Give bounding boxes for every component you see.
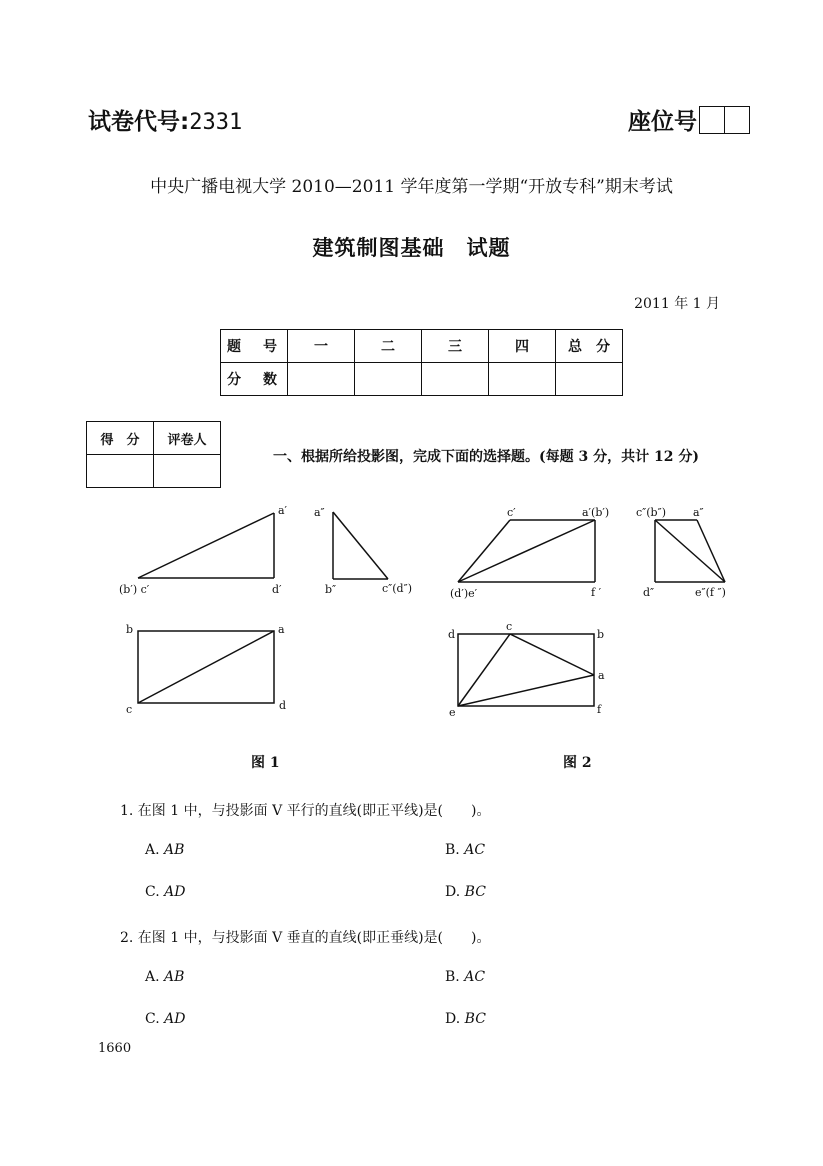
seat-number-boxes[interactable] [699, 106, 750, 134]
option-letter: B. [445, 969, 460, 985]
option-value: AB [164, 969, 185, 985]
exam-code-label: 试卷代号: [88, 109, 190, 135]
figure2-top-rect [458, 634, 594, 706]
option-letter: D. [445, 1011, 461, 1027]
figure1-caption: 图 1 [251, 755, 280, 771]
figure1-side-line [333, 512, 388, 579]
figure1-front-label-bc: (b′) c′ [119, 583, 150, 596]
question-2-option-a[interactable] [145, 969, 184, 985]
grader-table [86, 421, 221, 488]
score-header-cell: 三 [422, 330, 489, 363]
figure2-front-label-c: c′ [507, 506, 516, 519]
question-2-option-b[interactable] [445, 969, 485, 985]
figure2-top-label-f: f [597, 703, 602, 716]
question-1-text: 1. 在图 1 中，与投影面 V 平行的直线(即正平线)是( )。 [120, 803, 491, 819]
section1-heading: 一、根据所给投影图，完成下面的选择题。(每题 3 分，共计 12 分) [273, 449, 699, 465]
exam-title: 建筑制图基础 试题 [312, 235, 511, 260]
option-letter: A. [145, 842, 160, 858]
score-cell[interactable] [355, 363, 422, 396]
score-table-header-row [221, 330, 623, 363]
figure1-top-label-a: a [278, 623, 285, 636]
figure2-top-view [458, 634, 594, 706]
exam-subtitle: 中央广播电视大学 2010—2011 学年度第一学期“开放专科”期末考试 [150, 177, 673, 197]
score-cell[interactable] [556, 363, 623, 396]
question-1-option-c[interactable] [145, 884, 185, 900]
option-value: AB [164, 842, 185, 858]
figure1-front-view [138, 513, 274, 578]
score-header-cell: 题 号 [221, 330, 288, 363]
figure2-side-line [697, 520, 725, 582]
figure2-top-label-e: e [449, 706, 456, 719]
figure1-side-label-cd: c″(d″) [382, 582, 413, 595]
option-value: AD [164, 1011, 186, 1027]
figure1-top-label-c: c [126, 703, 133, 716]
figure1-front-label-d: d′ [272, 583, 282, 596]
figure2-front-line [458, 520, 595, 582]
exam-date: 2011 年 1 月 [634, 296, 720, 312]
score-cell[interactable] [489, 363, 556, 396]
score-cell[interactable] [422, 363, 489, 396]
figure2-front-label-f: f ′ [591, 586, 602, 599]
option-letter: A. [145, 969, 160, 985]
option-value: AC [464, 842, 486, 858]
seat-number-label: 座位号 [628, 109, 697, 135]
question-2-text: 2. 在图 1 中，与投影面 V 垂直的直线(即正垂线)是( )。 [120, 930, 491, 946]
figure1-side-view [333, 512, 388, 579]
figure2-side-label-ef: e″(f ″) [695, 586, 726, 599]
option-value: AC [464, 969, 486, 985]
seat-box-1[interactable] [700, 107, 724, 133]
grader-header-cell: 得 分 [87, 422, 154, 455]
figure1-top-view [138, 631, 274, 703]
figure1-top-label-d: d [279, 699, 287, 712]
exam-code [88, 103, 242, 136]
figure2-front-line [458, 520, 510, 582]
seat-box-2[interactable] [724, 107, 749, 133]
figure2-side-label-a: a″ [693, 506, 704, 519]
figure1-side-label-b: b″ [325, 583, 337, 596]
score-header-cell: 四 [489, 330, 556, 363]
figure1-top-diagonal [138, 631, 274, 703]
figure1-top-label-b: b [126, 623, 134, 636]
option-letter: B. [445, 842, 460, 858]
figure1-front-line [138, 513, 274, 578]
figure2-side-line [655, 520, 725, 582]
question-1-option-d[interactable] [445, 884, 486, 900]
score-header-cell: 一 [288, 330, 355, 363]
figure1-side-label-a: a″ [314, 506, 325, 519]
figure2-caption: 图 2 [563, 755, 592, 771]
score-header-cell: 总 分 [556, 330, 623, 363]
question-1-option-b[interactable] [445, 842, 485, 858]
figure2-top-label-c: c [506, 620, 513, 633]
grader-score-cell[interactable] [87, 455, 154, 488]
figure2-side-label-cb: c″(b″) [636, 506, 667, 519]
grader-table-entry-row [87, 455, 221, 488]
figure2-top-label-b: b [597, 628, 605, 641]
option-letter: C. [145, 884, 160, 900]
option-value: BC [464, 884, 486, 900]
option-value: AD [164, 884, 186, 900]
figure2-front-label-de: (d′)e′ [450, 587, 478, 600]
seat-number [628, 103, 750, 136]
figure2-top-label-a: a [598, 669, 605, 682]
figure2-side-label-d: d″ [643, 586, 655, 599]
grader-name-cell[interactable] [154, 455, 221, 488]
option-letter: D. [445, 884, 461, 900]
projection-figures [0, 495, 823, 775]
score-row-label: 分 数 [221, 363, 288, 396]
score-table [220, 329, 623, 396]
score-header-cell: 二 [355, 330, 422, 363]
figure2-top-line [458, 675, 594, 706]
question-1-option-a[interactable] [145, 842, 184, 858]
grader-header-cell: 评卷人 [154, 422, 221, 455]
question-2-option-c[interactable] [145, 1011, 185, 1027]
score-cell[interactable] [288, 363, 355, 396]
option-letter: C. [145, 1011, 160, 1027]
figure2-front-view [458, 520, 595, 582]
grader-table-header-row [87, 422, 221, 455]
exam-code-value: 2331 [189, 110, 243, 135]
figure1-front-label-a: a′ [278, 504, 288, 517]
score-table-score-row [221, 363, 623, 396]
figure2-top-line [510, 634, 594, 675]
question-2-option-d[interactable] [445, 1011, 486, 1027]
page-number: 1660 [98, 1041, 132, 1056]
figure2-side-view [655, 520, 725, 582]
option-value: BC [464, 1011, 486, 1027]
figure2-front-label-ab: a′(b′) [582, 506, 610, 519]
figure2-top-label-d: d [448, 628, 456, 641]
